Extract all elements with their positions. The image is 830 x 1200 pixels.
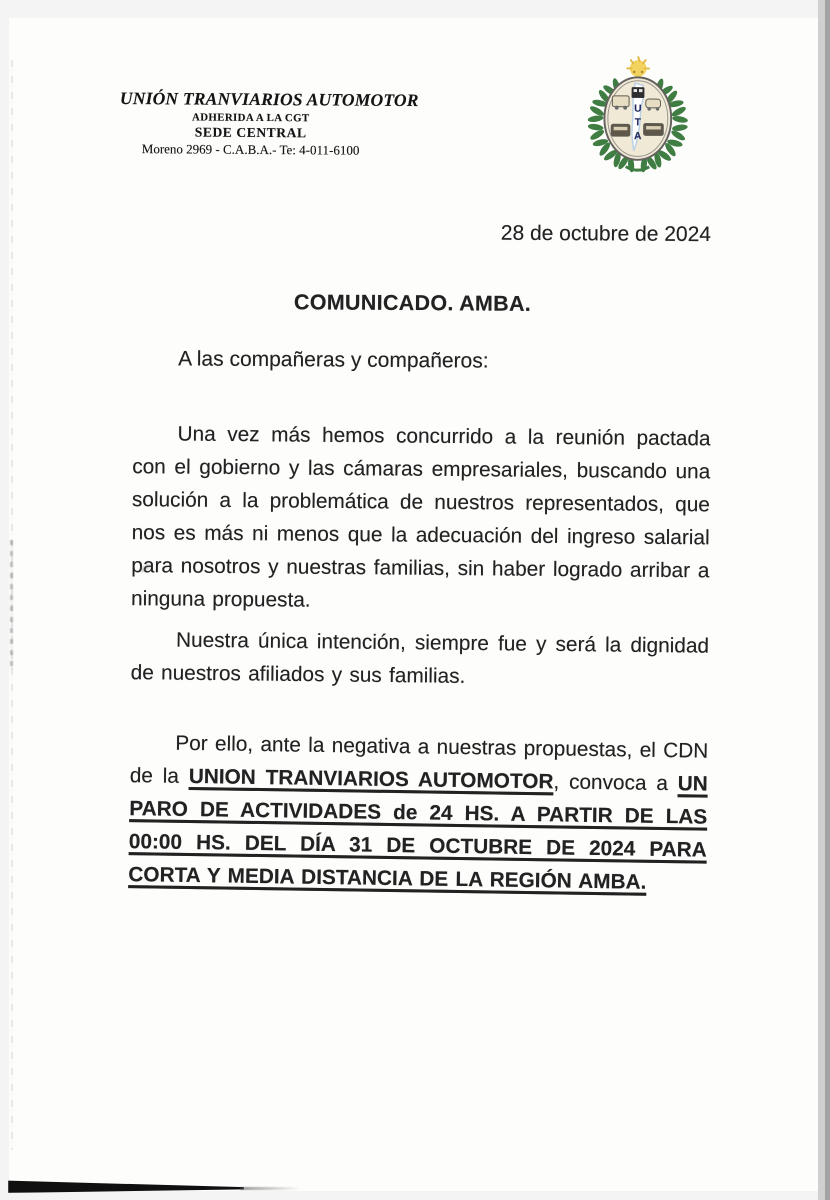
salutation-line: A las compañeras y compañeros:	[178, 347, 489, 373]
letterhead	[119, 88, 419, 159]
paragraph-reunion: Una vez más hemos concurrido a la reunión pactada con el gobierno y las cámaras empresariales, buscando una solución a la problemática de nuestros representados, que nos es más ni menos que la adecuación del ingreso salarial para nosotros y nuestras familias, sin haber logrado arribar a ninguna propuesta.	[130, 422, 711, 612]
announcement-intro: Por ello, ante la negativa a nuestras propuestas, el CDN de la	[129, 731, 709, 788]
sun-icon	[627, 57, 649, 77]
date-line: 28 de octubre de 2024	[500, 221, 712, 247]
svg-text:T: T	[634, 117, 641, 129]
scan-artifact-wedge-tail	[240, 1187, 300, 1190]
svg-text:U: U	[634, 103, 642, 115]
announcement-paragraph	[128, 726, 708, 900]
org-affiliation: ADHERIDA A LA CGT	[192, 111, 310, 125]
page-edge-smudge	[10, 540, 13, 670]
comunicado-title: COMUNICADO. AMBA.	[293, 290, 532, 316]
announcement-mid: , convoca a	[553, 770, 678, 796]
paragraph-intencion: Nuestra única intención, siempre fue y será la dignidad de nuestros afiliados y sus familias.	[130, 628, 710, 688]
page-edge-right-dark	[825, 0, 830, 1200]
org-address: Moreno 2969 - C.A.B.A.- Te: 4-011-6100	[141, 141, 360, 158]
svg-text:A: A	[633, 131, 642, 143]
announcement-org-name: UNION TRANVIARIOS AUTOMOTOR	[188, 764, 554, 794]
announcement-strike-text: UN PARO DE ACTIVIDADES de 24 HS. A PARTIR DE LAS 00:00 HS. DEL DÍA 31 DE OCTUBRE DE 2024 PARA CORTA Y MEDIA DISTANCIA DE LA REGIÓN AMBA.	[128, 772, 708, 894]
uta-logo-emblem	[582, 55, 693, 178]
org-name: UNIÓN TRANVIARIOS AUTOMOTOR	[119, 88, 419, 111]
org-office: SEDE CENTRAL	[194, 124, 307, 141]
